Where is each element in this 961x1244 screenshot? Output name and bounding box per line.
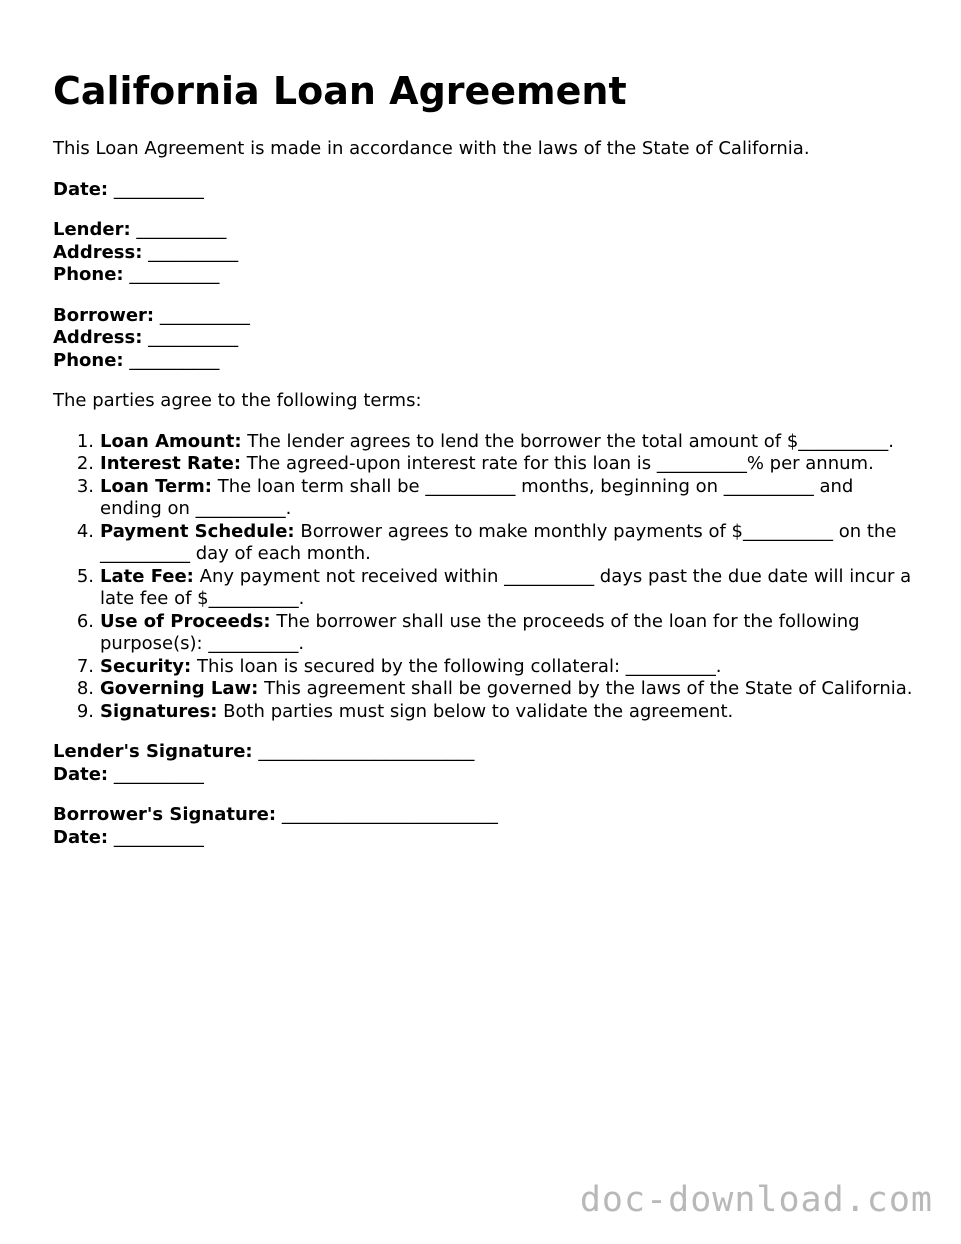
intro-paragraph: This Loan Agreement is made in accordance with the laws of the State of California.	[53, 138, 810, 159]
term-text: The lender agrees to lend the borrower the total amount of $__________.	[247, 430, 895, 452]
date-blank[interactable]: __________	[113, 178, 204, 200]
term-item	[53, 656, 913, 679]
term-title: Loan Term:	[100, 475, 212, 497]
term-title: Late Fee:	[100, 565, 194, 587]
term-item	[53, 566, 913, 611]
lender-address-blank[interactable]: __________	[148, 241, 239, 263]
term-number: 1.	[76, 430, 94, 452]
term-title: Use of Proceeds:	[100, 610, 271, 632]
term-title: Security:	[100, 655, 192, 677]
term-item	[53, 701, 913, 724]
term-title: Loan Amount:	[100, 430, 242, 452]
term-number: 5.	[76, 565, 94, 587]
borrower-phone-label: Phone:	[53, 349, 124, 371]
term-text: Borrower agrees to make monthly payments of $__________ on the __________ day of each month.	[100, 520, 897, 564]
term-text: Both parties must sign below to validate the agreement.	[223, 700, 734, 722]
lender-phone-label: Phone:	[53, 264, 124, 285]
term-item	[53, 431, 913, 454]
date-label: Date:	[53, 178, 109, 200]
term-number: 8.	[76, 678, 94, 699]
borrower-address-label: Address:	[53, 327, 143, 348]
term-number: 4.	[76, 520, 94, 542]
terms-list	[53, 431, 913, 724]
lender-signature-label: Lender's Signature:	[53, 741, 253, 762]
terms-intro: The parties agree to the following terms:	[53, 390, 422, 411]
term-item	[53, 678, 913, 701]
borrower-address-blank[interactable]: __________	[148, 327, 239, 348]
borrower-name-blank[interactable]: __________	[159, 304, 250, 326]
term-item	[53, 521, 913, 566]
term-number: 7.	[76, 655, 94, 677]
lender-signature-date-blank[interactable]: __________	[113, 763, 204, 785]
term-text: The agreed-upon interest rate for this loan is __________% per annum.	[246, 453, 874, 474]
term-text: This loan is secured by the following collateral: __________.	[196, 655, 722, 677]
term-title: Governing Law:	[100, 678, 259, 699]
term-title: Interest Rate:	[100, 453, 242, 474]
lender-phone-blank[interactable]: __________	[129, 264, 220, 285]
lender-details	[53, 219, 913, 287]
lender-signature-date-label: Date:	[53, 763, 109, 785]
borrower-signature-date-label: Date:	[53, 826, 109, 848]
lender-name-blank[interactable]: __________	[136, 219, 227, 240]
document-page	[53, 68, 913, 849]
term-text: Any payment not received within __________ days past the due date will incur a late fee of $__________.	[100, 565, 912, 609]
borrower-name-label: Borrower:	[53, 304, 155, 326]
lender-signature-block	[53, 741, 913, 786]
borrower-signature-line[interactable]: ________________________	[281, 804, 498, 825]
term-number: 9.	[76, 700, 94, 722]
term-title: Payment Schedule:	[100, 520, 295, 542]
term-number: 2.	[76, 453, 94, 474]
document-title: California Loan Agreement	[53, 69, 627, 113]
borrower-phone-blank[interactable]: __________	[129, 349, 220, 371]
term-text: This agreement shall be governed by the laws of the State of California.	[264, 678, 913, 699]
term-item	[53, 476, 913, 521]
term-number: 3.	[76, 475, 94, 497]
term-item	[53, 611, 913, 656]
borrower-details	[53, 305, 913, 373]
lender-name-label: Lender:	[53, 219, 131, 240]
term-number: 6.	[76, 610, 94, 632]
date-field	[53, 179, 913, 202]
lender-signature-line[interactable]: ________________________	[258, 741, 475, 762]
watermark: doc-download.com	[579, 1180, 933, 1220]
term-text: The loan term shall be __________ months, beginning on __________ and ending on __________.	[100, 475, 854, 519]
lender-address-label: Address:	[53, 241, 143, 263]
borrower-signature-date-blank[interactable]: __________	[113, 826, 204, 848]
term-text: The borrower shall use the proceeds of the loan for the following purpose(s): __________.	[100, 610, 860, 654]
term-item	[53, 453, 913, 476]
borrower-signature-label: Borrower's Signature:	[53, 804, 277, 825]
term-title: Signatures:	[100, 700, 218, 722]
borrower-signature-block	[53, 804, 913, 849]
